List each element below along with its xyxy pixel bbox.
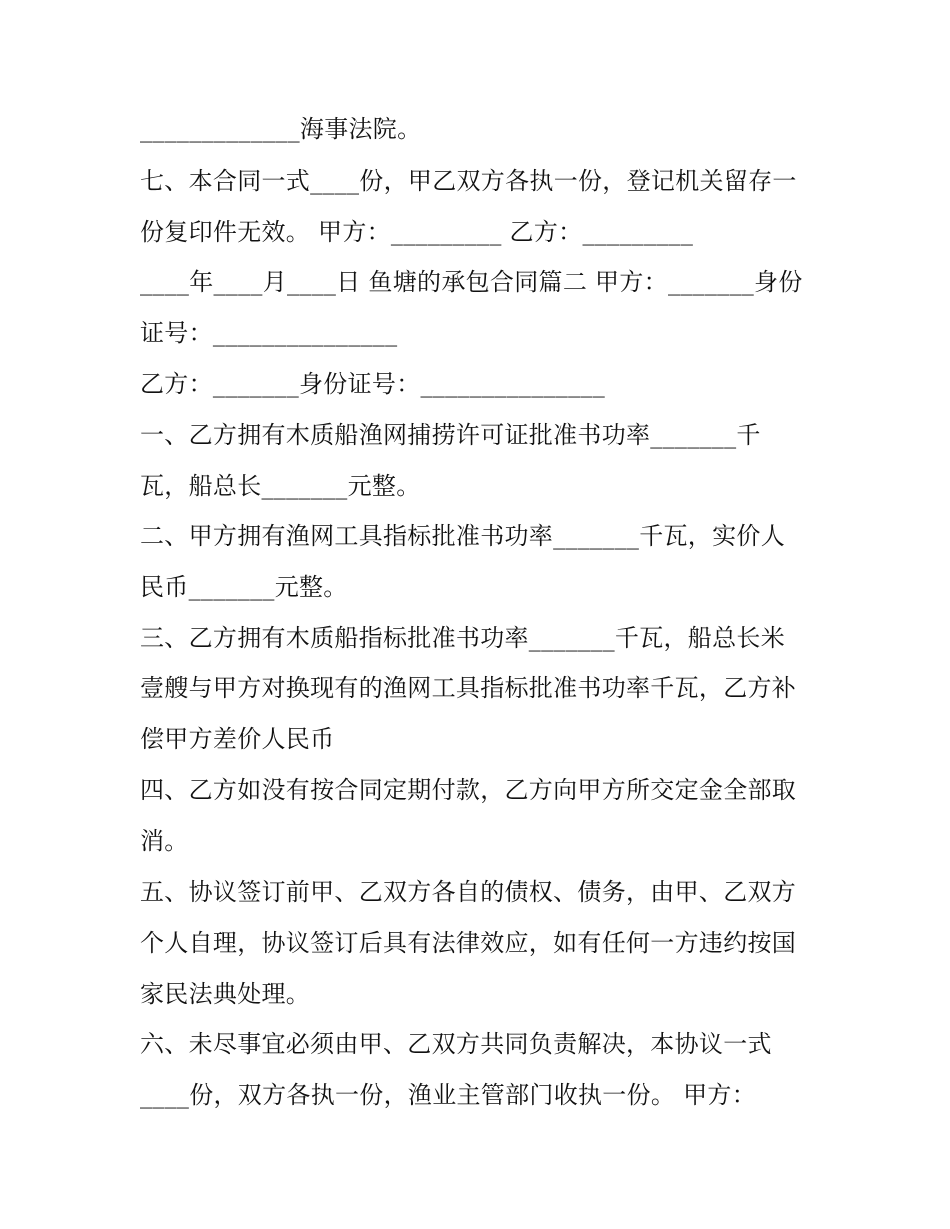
text-line: 三、乙方拥有木质船指标批准书功率_______千瓦，船总长米	[140, 624, 785, 652]
text-line: 消。	[140, 827, 189, 855]
text-line: 七、本合同一式____份，甲乙双方各执一份，登记机关留存一	[140, 167, 797, 195]
text-line: 乙方：_______身份证号：_______________	[140, 370, 605, 398]
text-line: 一、乙方拥有木质船渔网捕捞许可证批准书功率_______千	[140, 421, 761, 449]
text-line: 壹艘与甲方对换现有的渔网工具指标批准书功率千瓦，乙方补	[140, 674, 797, 702]
text-line: 个人自理，协议签订后具有法律效应，如有任何一方违约按国	[140, 929, 797, 957]
text-line: _____________海事法院。	[140, 115, 422, 143]
text-line: 偿甲方差价人民币	[140, 725, 335, 753]
text-line: 四、乙方如没有按合同定期付款，乙方向甲方所交定金全部取	[140, 776, 797, 804]
text-line: ____份，双方各执一份，渔业主管部门收执一份。 甲方：	[140, 1081, 757, 1109]
text-line: ____年____月____日 鱼塘的承包合同篇二 甲方：_______身份	[140, 268, 803, 296]
text-line: 民币_______元整。	[140, 573, 348, 601]
text-line: 家民法典处理。	[140, 980, 311, 1008]
text-line: 份复印件无效。 甲方：_________ 乙方：_________	[140, 218, 694, 246]
text-line: 瓦，船总长_______元整。	[140, 472, 421, 500]
text-line: 六、未尽事宜必须由甲、乙双方共同负责解决，本协议一式	[140, 1030, 772, 1058]
text-line: 证号：_______________	[140, 319, 398, 347]
text-line: 五、协议签订前甲、乙双方各自的债权、债务，由甲、乙双方	[140, 878, 797, 906]
text-line: 二、甲方拥有渔网工具指标批准书功率_______千瓦，实价人	[140, 522, 785, 550]
